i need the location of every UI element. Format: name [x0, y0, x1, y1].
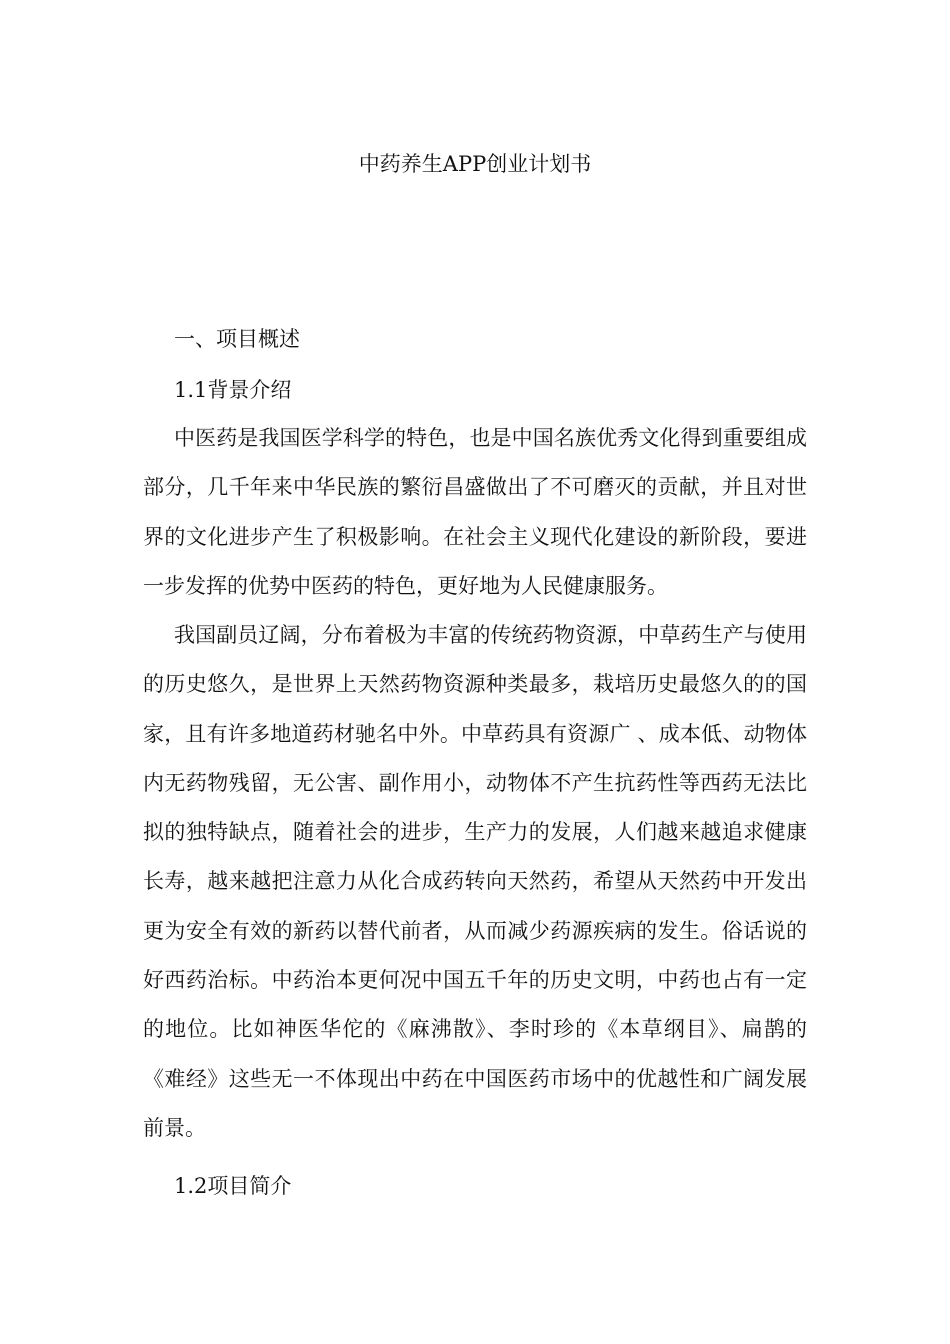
subsection-heading-background: 1.1背景介绍 [174, 378, 292, 402]
paragraph-background-2: 我国副员辽阔，分布着极为丰富的传统药物资源，中草药生产与使用的历史悠久，是世界上天然药物资源种类最多，栽培历史最悠久的的国家，且有许多地道药材驰名中外。中草药具有资源广 、成本低、动物体内无药物残留，无公害、副作用小，动物体不产生抗药性等西药无法比拟的独特缺点，随着社会的进步，生产力的发展，人们越来越追求健康长寿，越来越把注意力从化合成药转向天然药，希望从天然药中开发出更为安全有效的新药以替代前者，从而减少药源疾病的发生。俗话说的好西药治标。中药治本更何况中国五千年的历史文明，中药也占有一定的地位。比如神医华佗的《麻沸散》、李时珍的《本草纲目》、扁鹊的《难经》这些无一不体现出中药在中国医药市场中的优越性和广阔发展前景。 [143, 623, 807, 1140]
section-heading-overview: 一、项目概述 [174, 327, 300, 351]
paragraph-background-1: 中医药是我国医学科学的特色，也是中国名族优秀文化得到重要组成部分，几千年来中华民族的繁衍昌盛做出了不可磨灭的贡献，并且对世界的文化进步产生了积极影响。在社会主义现代化建设的新阶段，要进一步发挥的优势中医药的特色，更好地为人民健康服务。 [143, 426, 807, 598]
subsection-heading-project-intro: 1.2项目简介 [174, 1174, 292, 1198]
document-title: 中药养生APP创业计划书 [358, 152, 592, 176]
